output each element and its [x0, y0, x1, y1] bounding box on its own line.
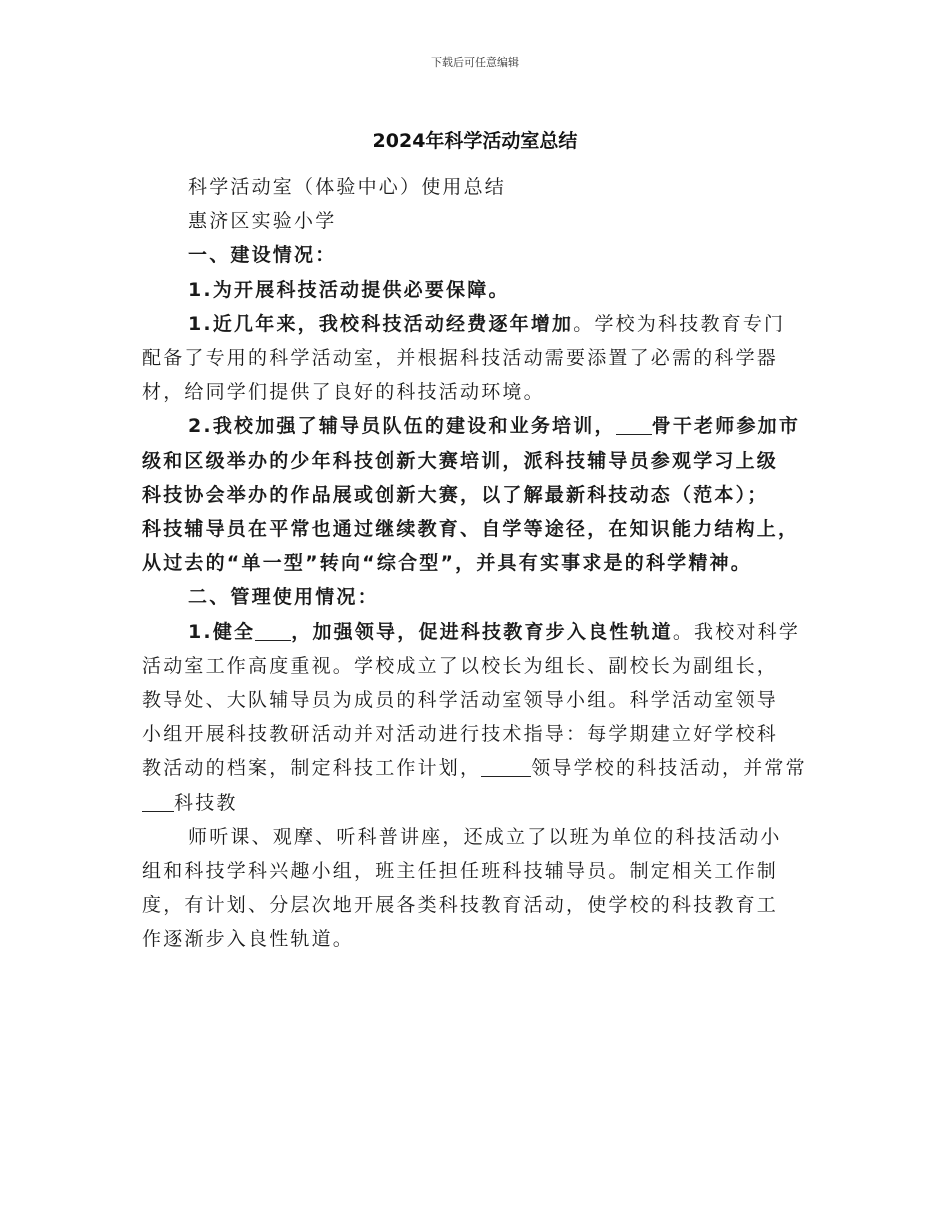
paragraph-text: 领导学校的科技活动，并常常 — [531, 757, 807, 780]
fill-blank — [481, 756, 531, 777]
paragraph-line — [142, 409, 822, 443]
paragraph-line: 从过去的“单一型”转向“综合型”，并具有实事求是的科学精神。 — [142, 552, 752, 575]
paragraph-line: 度，有计划、分层次地开展各类科技教育活动，使学校的科技教育工 — [142, 894, 779, 917]
paragraph-line: 科技协会举办的作品展或创新大赛，以了解最新科技动态（范本）； — [142, 483, 769, 506]
paragraph-line: 级和区级举办的少年科技创新大赛培训，派科技辅导员参观学习上级 — [142, 449, 779, 472]
document-title: 2024年科学活动室总结 — [372, 130, 578, 152]
paragraph-line: 作逐渐步入良性轨道。 — [142, 928, 355, 951]
paragraph-line: 惠济区实验小学 — [188, 210, 337, 233]
paragraph-line: 配备了专用的科学活动室，并根据科技活动需要添置了必需的科学器 — [142, 347, 779, 370]
paragraph-line: 科技辅导员在平常也通过继续教育、自学等途径，在知识能力结构上， — [142, 518, 800, 541]
paragraph-text: 教活动的档案，制定科技工作计划， — [142, 757, 482, 780]
fill-blank — [255, 620, 291, 641]
paragraph-line — [142, 786, 822, 820]
paragraph-text: 骨干老师参加市 — [651, 415, 801, 438]
paragraph-text: 。学校为科技教育专门 — [573, 312, 786, 335]
paragraph-line: 小组开展科技教研活动并对活动进行技术指导：每学期建立好学校科 — [142, 723, 779, 746]
bold-lead: ，加强领导，促进科技教育步入良性轨道 — [291, 620, 673, 643]
paragraph-line: 教导处、大队辅导员为成员的科学活动室领导小组。科学活动室领导 — [142, 689, 779, 712]
bold-lead: 1.近几年来，我校科技活动经费逐年增加 — [188, 312, 574, 335]
fill-blank — [142, 791, 174, 812]
paragraph-text: 2.我校加强了辅导员队伍的建设和业务培训， — [188, 415, 616, 438]
fill-blank — [616, 414, 652, 435]
paragraph-line — [142, 751, 822, 785]
paragraph-line: 材，给同学们提供了良好的科技活动环境。 — [142, 381, 545, 404]
paragraph-line: 科学活动室（体验中心）使用总结 — [188, 176, 507, 198]
paragraph-line — [142, 615, 822, 649]
paragraph-line: 师听课、观摩、听科普讲座，还成立了以班为单位的科技活动小 — [188, 825, 782, 848]
subsection-heading: 1.为开展科技活动提供必要保障。 — [188, 278, 510, 301]
header-note: 下载后可任意编辑 — [431, 56, 519, 69]
section-heading: 二、管理使用情况： — [188, 586, 379, 609]
paragraph-line: 活动室工作高度重视。学校成立了以校长为组长、副校长为副组长， — [142, 654, 779, 677]
bold-lead: 1.健全 — [188, 620, 256, 643]
section-heading: 一、建设情况： — [188, 244, 337, 267]
paragraph-line: 组和科技学科兴趣小组，班主任担任班科技辅导员。制定相关工作制 — [142, 860, 779, 883]
paragraph-text: 科技教 — [174, 791, 238, 814]
paragraph-text: 。我校对科学 — [672, 620, 801, 643]
document-body — [142, 170, 822, 957]
paragraph-line — [142, 307, 822, 341]
